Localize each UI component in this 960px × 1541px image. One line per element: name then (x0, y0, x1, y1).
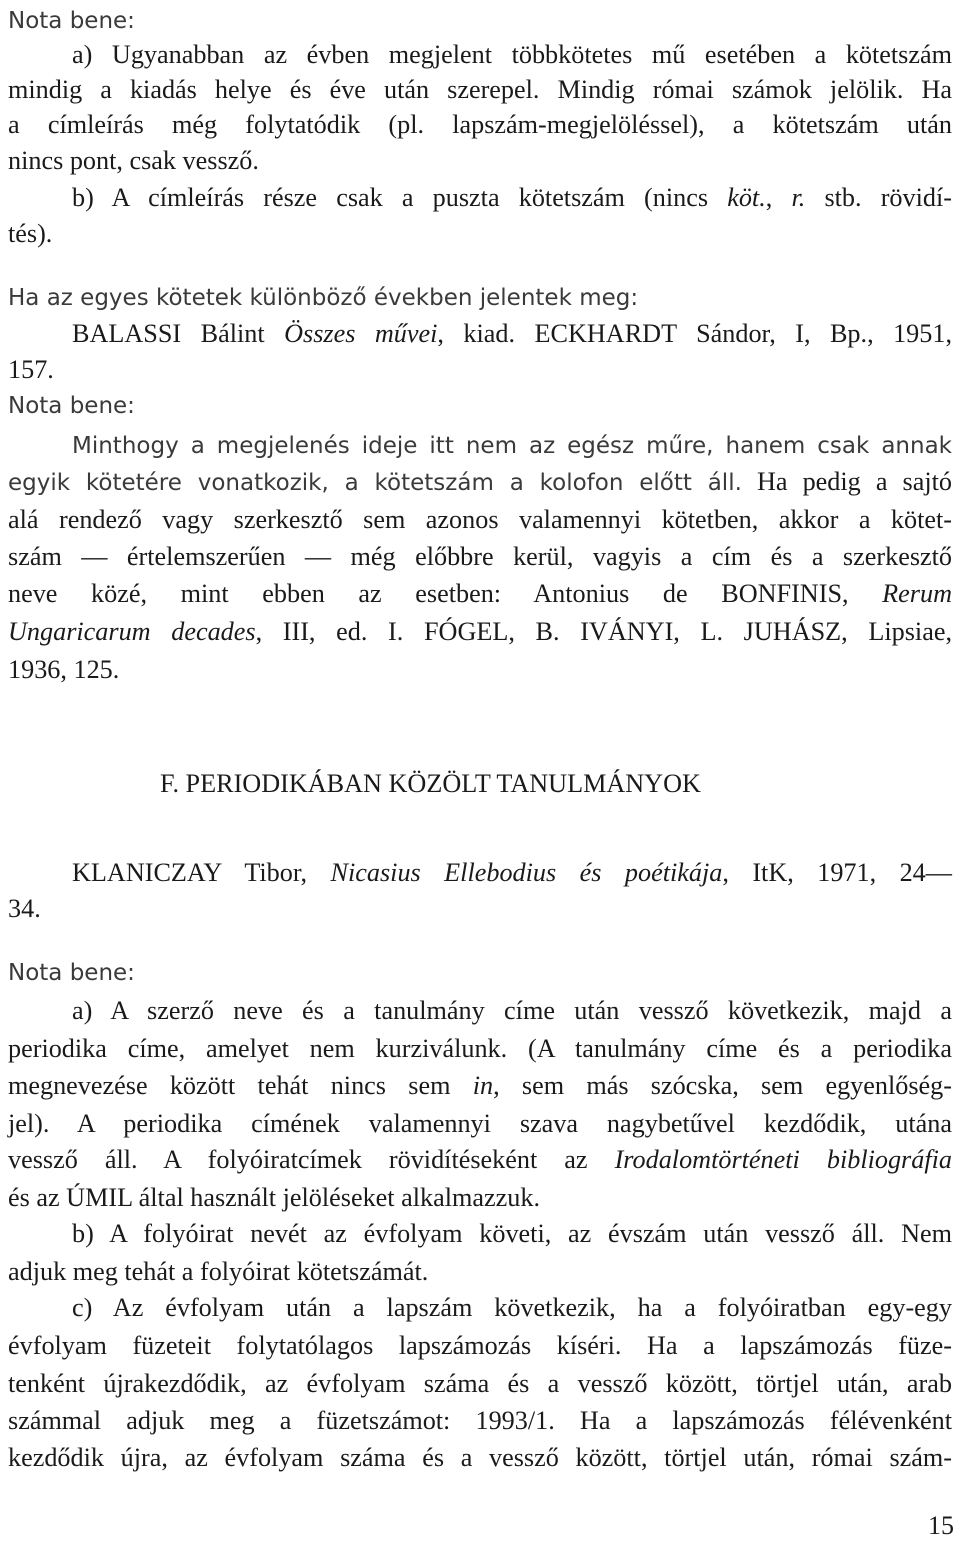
note-3-c-line-4: számmal adjuk meg a füzetszámot: 1993/1. Ha a lapszámozás félévenként (8, 1406, 952, 1435)
note-b-line-2: tés). (8, 219, 53, 248)
nota-bene-label: Nota bene: (8, 960, 135, 986)
nota-bene-label: Nota bene: (8, 393, 135, 419)
text-span: megnevezése között tehát nincs sem (8, 1071, 473, 1100)
work-title: Irodalomtörténeti bibliográfia (614, 1145, 952, 1174)
note-2-line-1: Minthogy a megjelenés ideje itt nem az egész műre, hanem csak annak (72, 433, 952, 459)
note-3-c-line-2: évfolyam füzeteit folytatólagos lapszámozás kíséri. Ha a lapszámozás füze- (8, 1331, 952, 1360)
note-a-line-3: a címleírás még folytatódik (pl. lapszám-megjelöléssel), a kötetszám után (8, 110, 952, 139)
note-3-a-line-3 (8, 1068, 952, 1104)
text-span: BALASSI Bálint (72, 319, 285, 348)
text-span: egyik kötetére vonatkozik, a kötetszám a kolofon előtt áll. (8, 470, 742, 496)
text-span: , ItK, 1971, 24— (722, 858, 952, 887)
text-span: , sem más szócska, sem egyenlőség- (493, 1071, 952, 1100)
note-3-a-line-6: és az ÚMIL által használt jelöléseket alkalmazzuk. (8, 1183, 540, 1212)
work-title: Ungaricarum decades (8, 617, 256, 646)
note-2-line-4: szám — értelemszerűen — még előbbre kerül, vagyis a cím és a szerkesztő (8, 542, 952, 571)
note-3-a-line-1: a) A szerző neve és a tanulmány címe után vessző következik, majd a (72, 996, 952, 1025)
note-2-line-7: 1936, 125. (8, 655, 120, 684)
note-2-line-2 (8, 464, 952, 501)
emphasis: in (472, 1071, 494, 1100)
note-3-c-line-1: c) Az évfolyam után a lapszám következik, ha a folyóiratban egy-egy (72, 1293, 952, 1322)
abbrev-r: r. (791, 183, 806, 212)
note-a-line-2: mindig a kiadás helye és éve után szerepel. Mindig római számok jelölik. Ha (8, 75, 952, 104)
example-balassi-line-2: 157. (8, 355, 54, 384)
text-span: Ha pedig a sajtó (741, 467, 952, 496)
note-3-b-line-2: adjuk meg tehát a folyóirat kötetszámát. (8, 1257, 429, 1286)
note-a-line-4: nincs pont, csak vessző. (8, 146, 259, 175)
section-heading: F. PERIODIKÁBAN KÖZÖLT TANULMÁNYOK (160, 769, 701, 798)
note-b-line-1 (72, 180, 952, 216)
work-title: Rerum (882, 579, 952, 608)
note-3-a-line-2: periodika címe, amelyet nem kurziválunk. (A tanulmány címe és a periodika (8, 1034, 952, 1063)
text-span: b) A címleírás része csak a puszta kötetszám (nincs (72, 183, 728, 212)
note-3-a-line-5 (8, 1142, 952, 1178)
text-span: , kiad. ECKHARDT Sándor, I, Bp., 1951, (437, 319, 953, 348)
abbrev-kot: köt. (727, 183, 766, 212)
text-span: stb. rövidí- (805, 183, 952, 212)
text-span: , III, ed. I. FÓGEL, B. IVÁNYI, L. JUHÁSZ, Lipsiae, (255, 617, 952, 646)
work-title: Összes művei (284, 319, 438, 348)
note-3-c-line-5: kezdődik újra, az évfolyam száma és a vessző között, törtjel után, római szám- (8, 1443, 952, 1472)
example-balassi-line-1 (72, 316, 952, 352)
page-number: 15 (928, 1511, 954, 1540)
work-title: Nicasius Ellebodius és poétikája (330, 858, 723, 887)
note-2-line-3: alá rendező vagy szerkesztő sem azonos valamennyi kötetben, akkor a kötet- (8, 505, 952, 534)
nota-bene-label: Nota bene: (8, 8, 135, 34)
note-3-a-line-4: jel). A periodika címének valamennyi szava nagybetűvel kezdődik, utána (8, 1109, 952, 1138)
note-2-line-6 (8, 614, 952, 650)
subsection-heading: Ha az egyes kötetek különböző években jelentek meg: (8, 285, 639, 311)
note-2-line-5 (8, 576, 952, 612)
note-3-b-line-1: b) A folyóirat nevét az évfolyam követi, az évszám után vessző áll. Nem (72, 1219, 952, 1248)
example-klaniczay-line-1 (72, 855, 952, 891)
text-span: , (765, 183, 792, 212)
example-klaniczay-line-2: 34. (8, 894, 41, 923)
text-span: KLANICZAY Tibor, (72, 858, 331, 887)
text-span: neve közé, mint ebben az esetben: Antonius de BONFINIS, (8, 579, 883, 608)
note-a-line-1: a) Ugyanabban az évben megjelent többkötetes mű esetében a kötetszám (72, 40, 952, 69)
note-3-c-line-3: tenként újrakezdődik, az évfolyam száma és a vessző között, törtjel után, arab (8, 1369, 952, 1398)
text-span: vessző áll. A folyóiratcímek rövidítéseként az (8, 1145, 615, 1174)
